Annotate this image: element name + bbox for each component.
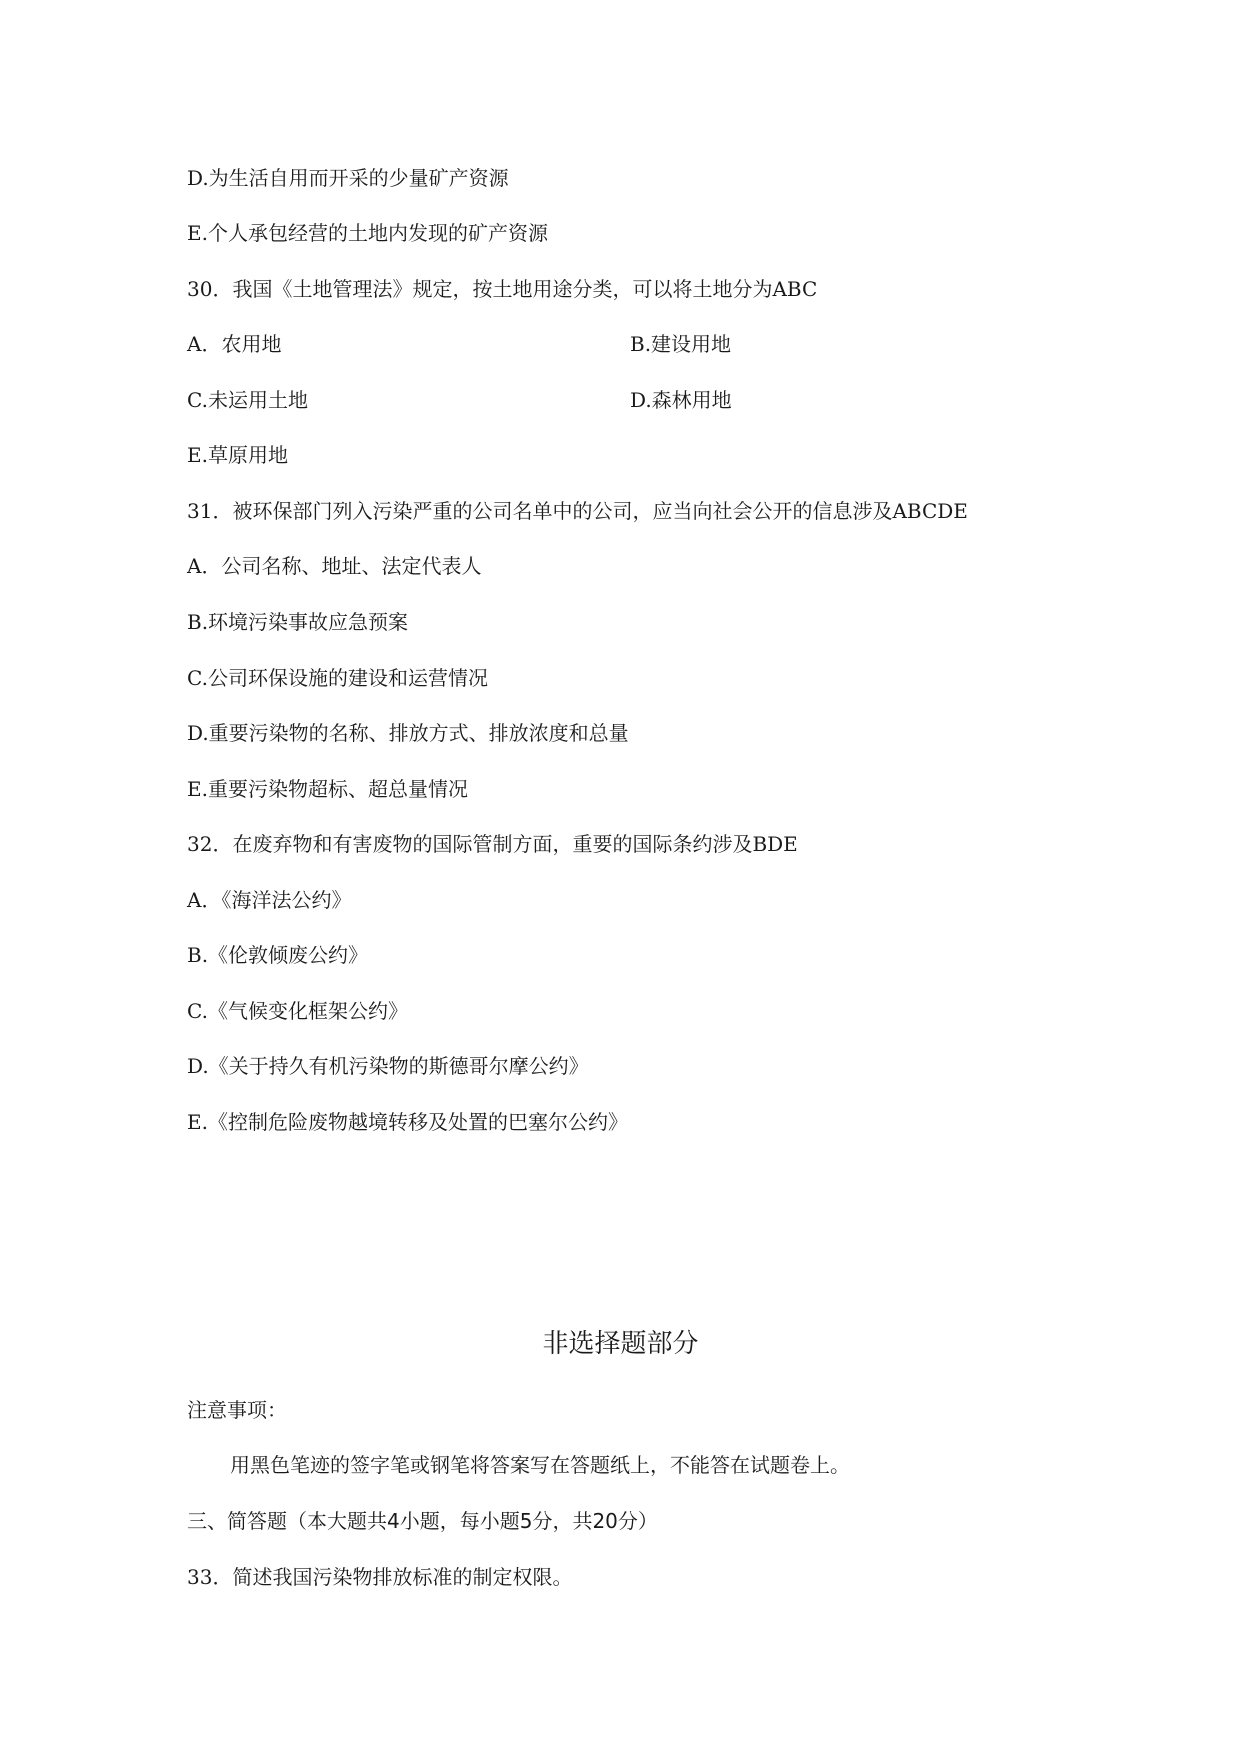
q32-option-d: D.《关于持久有机污染物的斯德哥尔摩公约》 [187,1054,589,1078]
q30-option-a: A．农用地 [187,332,282,356]
q31-stem: 31．被环保部门列入污染严重的公司名单中的公司，应当向社会公开的信息涉及ABCDE [187,499,968,523]
q31-option-a: A．公司名称、地址、法定代表人 [187,554,482,578]
q30-option-c: C.未运用土地 [187,388,308,412]
part-title: 三、简答题（本大题共4小题，每小题5分，共20分） [187,1509,658,1533]
q32-stem: 32．在废弃物和有害废物的国际管制方面，重要的国际条约涉及BDE [187,832,798,856]
q31-option-d: D.重要污染物的名称、排放方式、排放浓度和总量 [187,721,629,745]
q32-option-b: B.《伦敦倾废公约》 [187,943,369,967]
q29-option-d: D.为生活自用而开采的少量矿产资源 [187,166,509,190]
q30-stem: 30．我国《土地管理法》规定，按土地用途分类，可以将土地分为ABC [187,277,818,301]
q29-option-e: E.个人承包经营的土地内发现的矿产资源 [187,221,548,245]
section-title: 非选择题部分 [542,1329,699,1359]
q32-option-e: E.《控制危险废物越境转移及处置的巴塞尔公约》 [187,1110,628,1134]
notice-text: 用黑色笔迹的签字笔或钢笔将答案写在答题纸上，不能答在试题卷上。 [230,1453,850,1477]
q31-option-c: C.公司环保设施的建设和运营情况 [187,666,488,690]
q32-option-a: A．《海洋法公约》 [187,888,352,912]
q30-option-b: B.建设用地 [630,332,732,356]
q31-option-e: E.重要污染物超标、超总量情况 [187,777,468,801]
q30-option-d: D.森林用地 [630,388,732,412]
q31-option-b: B.环境污染事故应急预案 [187,610,409,634]
q33-stem: 33．简述我国污染物排放标准的制定权限。 [187,1565,573,1589]
q32-option-c: C.《气候变化框架公约》 [187,999,408,1023]
q30-option-e: E.草原用地 [187,443,288,467]
notice-label: 注意事项： [187,1398,287,1422]
